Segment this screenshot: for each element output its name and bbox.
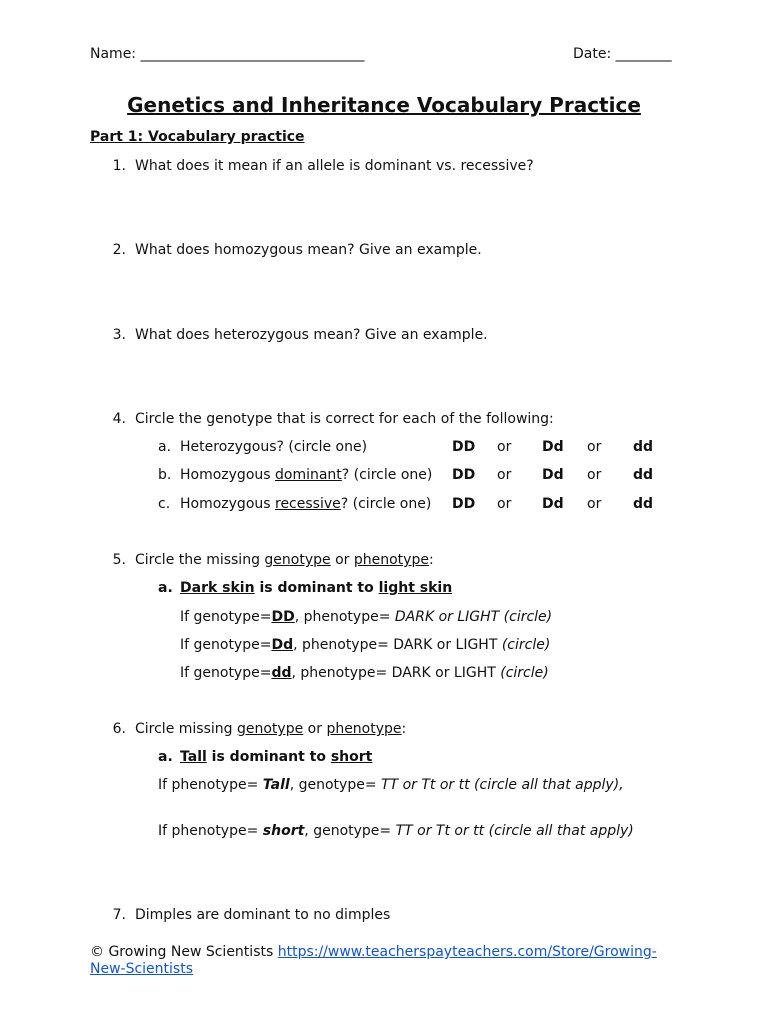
question-4-text: Circle the genotype that is correct for each of the following: <box>135 411 554 427</box>
or-word: or <box>587 439 602 455</box>
genotype-option[interactable]: DD <box>452 439 476 455</box>
q4-item-letter: b. <box>158 467 172 483</box>
q4-item-a-text: Heterozygous? (circle one) <box>180 439 368 455</box>
circle-choice[interactable]: TT or Tt or tt (circle all that apply) <box>395 823 634 839</box>
genotype-option[interactable]: dd <box>633 496 654 512</box>
q5-genotype-line: If genotype=Dd, phenotype= DARK or LIGHT (circle) <box>180 637 551 653</box>
or-word: or <box>497 439 512 455</box>
or-word: or <box>497 467 512 483</box>
question-number: 1. <box>112 158 126 174</box>
page-title: Genetics and Inheritance Vocabulary Practice <box>127 93 641 117</box>
q4-item-c-text: Homozygous recessive? (circle one) <box>180 496 432 512</box>
q6-phenotype-line: If phenotype= Tall, genotype= TT or Tt or tt (circle all that apply), <box>158 777 624 793</box>
question-5-text: Circle the missing genotype or phenotype: <box>135 552 434 568</box>
circle-choice[interactable]: DARK or LIGHT <box>391 665 501 681</box>
date-field-label: Date: ________ <box>573 46 672 62</box>
q5-genotype-line: If genotype=DD, phenotype= DARK or LIGHT (circle) <box>180 609 553 625</box>
q4-item-letter: c. <box>158 496 171 512</box>
genotype-option[interactable]: Dd <box>542 467 564 483</box>
question-number: 3. <box>112 327 126 343</box>
question-7-text: Dimples are dominant to no dimples <box>135 907 391 923</box>
circle-choice[interactable]: TT or Tt or tt (circle all that apply), <box>381 777 624 793</box>
part1-heading: Part 1: Vocabulary practice <box>90 129 305 145</box>
name-field-label: Name: ________________________________ <box>90 46 365 62</box>
q5-trait-statement: Dark skin is dominant to light skin <box>180 580 453 596</box>
question-number: 7. <box>112 907 126 923</box>
question-number: 6. <box>112 721 126 737</box>
question-number: 4. <box>112 411 126 427</box>
or-word: or <box>587 467 602 483</box>
q6-phenotype-line: If phenotype= short, genotype= TT or Tt or tt (circle all that apply) <box>158 823 634 839</box>
q6-sub-letter: a. <box>158 749 173 765</box>
genotype-option[interactable]: Dd <box>542 439 564 455</box>
or-word: or <box>587 496 602 512</box>
genotype-option[interactable]: DD <box>452 467 476 483</box>
q6-trait-statement: Tall is dominant to short <box>180 749 373 765</box>
footer-line-1 <box>90 943 657 961</box>
copyright-text: © Growing New Scientists <box>90 944 278 960</box>
store-link[interactable]: https://www.teacherspayteachers.com/Store/Growing- <box>277 944 657 960</box>
genotype-option[interactable]: Dd <box>542 496 564 512</box>
question-2-text: What does homozygous mean? Give an example. <box>135 242 482 258</box>
circle-choice[interactable]: DARK or LIGHT (circle) <box>394 609 553 625</box>
question-6-text: Circle missing genotype or phenotype: <box>135 721 407 737</box>
genotype-option[interactable]: DD <box>452 496 476 512</box>
store-link-continued[interactable]: New-Scientists <box>90 961 194 977</box>
genotype-option[interactable]: dd <box>633 439 654 455</box>
question-number: 5. <box>112 552 126 568</box>
q4-item-letter: a. <box>158 439 172 455</box>
q5-genotype-line: If genotype=dd, phenotype= DARK or LIGHT (circle) <box>180 665 549 681</box>
or-word: or <box>497 496 512 512</box>
question-1-text: What does it mean if an allele is dominant vs. recessive? <box>135 158 534 174</box>
q4-item-b-text: Homozygous dominant? (circle one) <box>180 467 433 483</box>
genotype-option[interactable]: dd <box>633 467 654 483</box>
question-number: 2. <box>112 242 126 258</box>
question-3-text: What does heterozygous mean? Give an example. <box>135 327 488 343</box>
q5-sub-letter: a. <box>158 580 173 596</box>
circle-choice[interactable]: DARK or LIGHT <box>393 637 502 653</box>
